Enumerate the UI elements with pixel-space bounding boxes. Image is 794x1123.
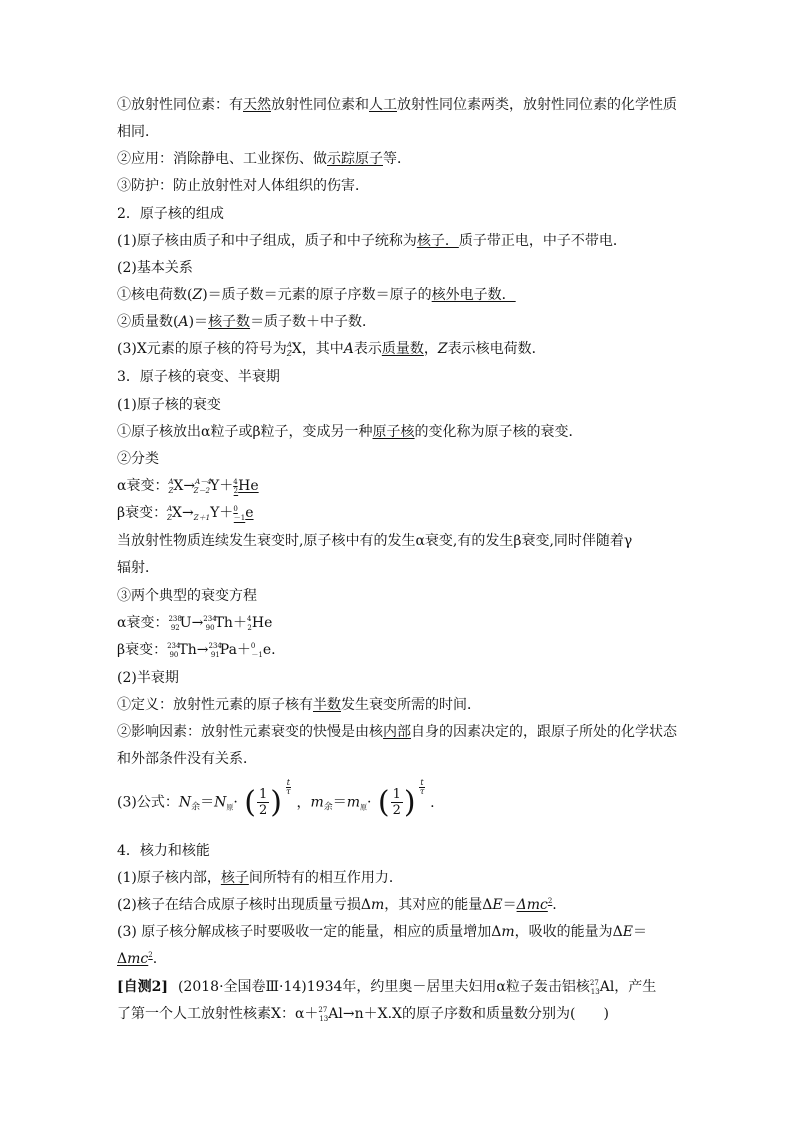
text-line: (3)X元素的原子核的符号为$^A_Z$X，其中A表示质量数，Z表示核电荷数．	[117, 341, 546, 358]
equation-line: β衰变：$^A_ZX\to_{Z+1}Y+^0_{-1}e$	[117, 505, 254, 522]
text-line: (1)原子核由质子和中子组成，质子和中子统称为核子．质子带正电，中子不带电．	[117, 233, 627, 249]
text-line: (1)原子核内部，核子间所特有的相互作用力．	[117, 870, 403, 886]
text-line: (2)半衰期	[117, 670, 179, 686]
section-heading: 2．原子核的组成	[117, 206, 224, 222]
text-line: (2)核子在结合成原子核时出现质量亏损Δm，其对应的能量ΔE＝Δmc$^2$.	[117, 897, 557, 913]
text-line: ②影响因素：放射性元素衰变的快慢是由核内部自身的因素决定的，跟原子所处的化学状态	[117, 724, 677, 740]
half-fraction-power: ( 1 2 ) t τ	[377, 778, 425, 820]
text-line: ②质量数(A)＝核子数＝质子数＋中子数．	[117, 314, 377, 330]
text-line: ①原子核放出α粒子或β粒子，变成另一种原子核的变化称为原子核的衰变．	[117, 424, 583, 440]
section-heading: 4．核力和核能	[117, 843, 210, 859]
equation-line: α衰变：$^{238}_{92}$U→$^{234}_{90}$Th＋$^4_2$He	[117, 615, 273, 632]
text-line: 当放射性物质连续发生衰变时,原子核中有的发生α衰变,有的发生β衰变,同时伴随着γ	[117, 533, 633, 549]
text-line: ②应用：消除静电、工业探伤、做示踪原子等．	[117, 151, 411, 167]
text-line: (1)原子核的衰变	[117, 397, 221, 413]
text-line: ①放射性同位素：有天然放射性同位素和人工放射性同位素两类，放射性同位素的化学性质	[117, 97, 677, 113]
question-line: [自测2] (2018·全国卷Ⅲ·14)1934年，约里奥－居里夫妇用α粒子轰击铝核$^{27}_{13}$Al，产生	[117, 979, 657, 996]
equation-line: α衰变：$^A_Z$X→$^{A-4}_{Z-2}$Y＋$^4_2$He	[117, 478, 259, 495]
text-line: 和外部条件没有关系．	[117, 751, 257, 767]
text-line: 相同．	[117, 124, 159, 140]
equation-line: β衰变：$^{234}_{90}$Th→$^{234}_{91}$Pa＋$^0_{-1}$e.	[117, 642, 276, 659]
text-line: (2)基本关系	[117, 260, 193, 276]
text-line: ②分类	[117, 451, 159, 467]
text-line: ③防护：防止放射性对人体组织的伤害．	[117, 178, 369, 194]
question-line: 了第一个人工放射性核素X：α＋$^{27}_{13}$Al→n＋X.X的原子序数和质量数分别为( )	[117, 1006, 609, 1023]
formula-line: (3)公式：$N_余=N_原\cdot$ ( 1 2 ) t τ ，$m_余=m_原\cdot$ ( 1 2 ) t τ .	[117, 778, 435, 820]
text-line: Δmc$^2$.	[117, 951, 158, 967]
text-line: ①核电荷数(Z)＝质子数＝元素的原子序数＝原子的核外电子数．	[117, 287, 516, 303]
text-line: ①定义：放射性元素的原子核有半数发生衰变所需的时间．	[117, 697, 481, 713]
text-line: ③两个典型的衰变方程	[117, 588, 257, 604]
section-heading: 3．原子核的衰变、半衰期	[117, 369, 280, 385]
half-fraction-power: ( 1 2 ) t τ	[244, 778, 291, 820]
text-line: 辐射．	[117, 560, 159, 576]
text-line: (3) 原子核分解成核子时要吸收一定的能量，相应的质量增加Δm，吸收的能量为ΔE＝	[117, 924, 648, 940]
